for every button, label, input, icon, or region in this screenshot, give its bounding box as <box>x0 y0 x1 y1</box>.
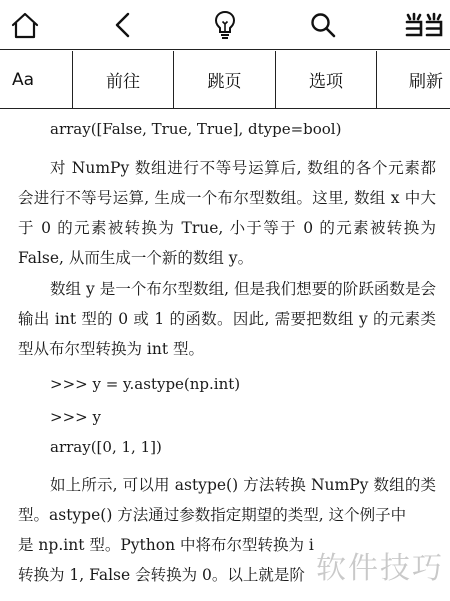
code-line: >>> y = y.astype(np.int) <box>50 375 241 393</box>
reader-menu-bar <box>0 51 450 109</box>
lightbulb-icon <box>214 10 236 40</box>
refresh-button[interactable]: 刷新 <box>409 72 443 92</box>
paragraph: 如上所示, 可以用 astype() 方法转换 NumPy 数组的类型。astype() 方法通过参数指定期望的类型, 这个例子中 <box>18 476 436 524</box>
back-button[interactable] <box>98 0 148 50</box>
code-line: array([False, True, True], dtype=bool) <box>50 120 342 138</box>
paragraph-line: 是 np.int 型。Python 中将布尔型转换为 i <box>18 536 314 554</box>
code-line: >>> y <box>50 408 101 426</box>
jump-page-button[interactable]: 跳页 <box>174 51 276 108</box>
search-icon <box>310 12 336 38</box>
brightness-button[interactable] <box>200 0 250 50</box>
paragraph: 数组 y 是一个布尔型数组, 但是我们想要的阶跃函数是会输出 int 型的 0 或 1 的函数。因此, 需要把数组 y 的元素类型从布尔型转换为 int 型。 <box>18 280 436 358</box>
home-icon <box>10 11 40 39</box>
paragraph-line: 转换为 1, False 会转换为 0。以上就是阶 <box>18 566 305 584</box>
search-button[interactable] <box>298 0 348 50</box>
home-button[interactable] <box>0 0 50 50</box>
top-toolbar <box>0 0 450 50</box>
options-button[interactable]: 选项 <box>276 51 377 108</box>
watermark: 软件技巧 <box>316 551 444 586</box>
paragraph: 对 NumPy 数组进行不等号运算后, 数组的各个元素都会进行不等号运算, 生成一个布尔型数组。这里, 数组 x 中大于 0 的元素被转换为 True, 小于等于 0 的元素被转换为 False, 从而生成一个新的数组 y。 <box>18 159 436 267</box>
font-settings-button[interactable]: Aa <box>0 51 73 108</box>
goto-button[interactable]: 前往 <box>73 51 174 108</box>
dangdang-logo <box>404 12 444 38</box>
book-page-content[interactable] <box>0 109 450 601</box>
store-logo-button[interactable] <box>398 0 450 50</box>
code-line: array([0, 1, 1]) <box>50 438 162 456</box>
chevron-left-icon <box>112 12 134 38</box>
